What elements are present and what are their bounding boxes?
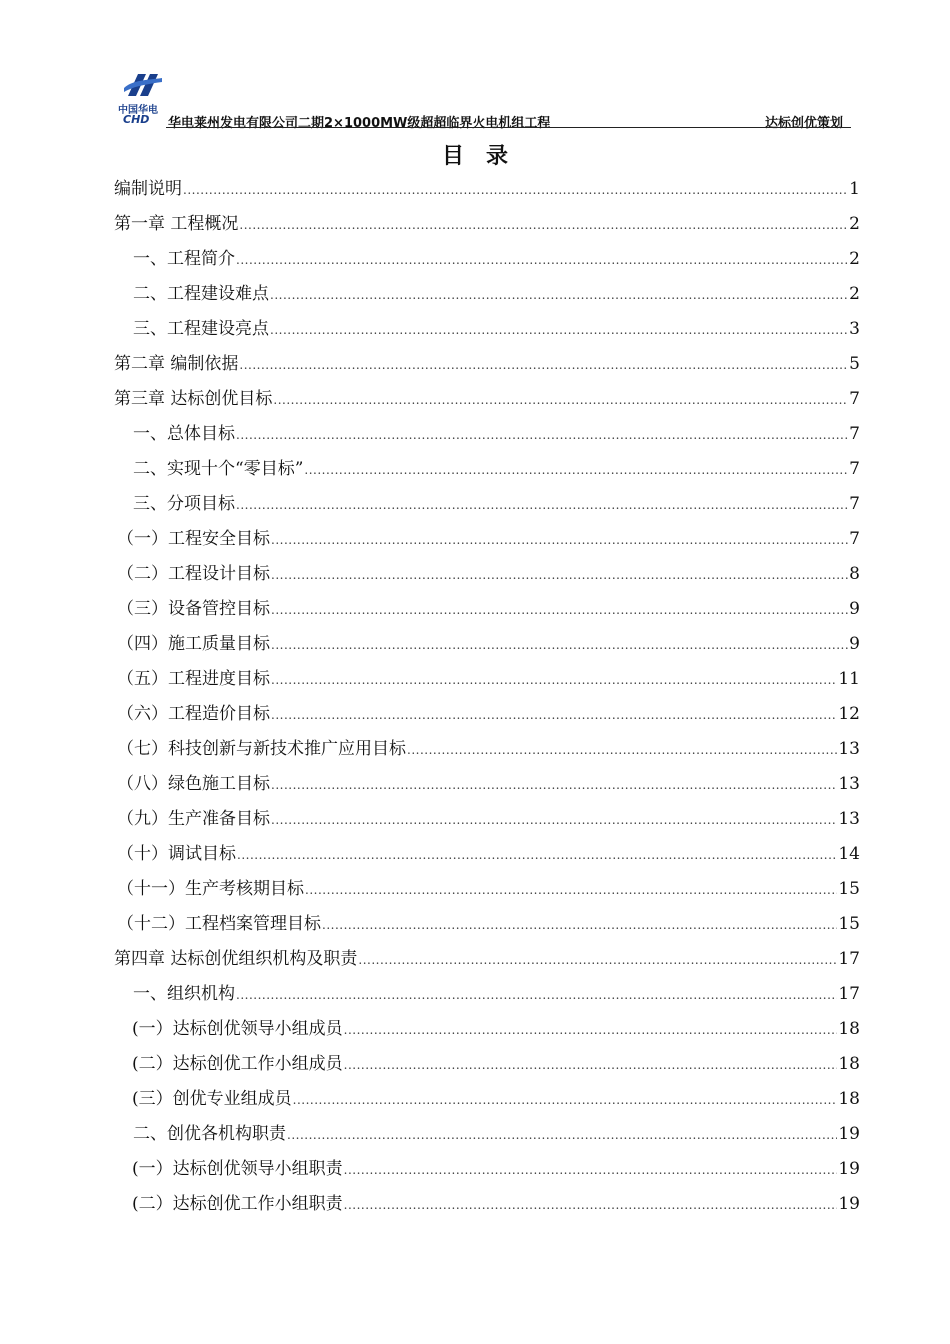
toc-entry-page-number: 18 [838, 1019, 860, 1039]
toc-entry-title: (二）达标创优工作小组职责 [132, 1194, 343, 1214]
toc-dot-leader [236, 243, 848, 278]
toc-entry-page-number: 9 [849, 599, 860, 619]
toc-dot-leader [271, 558, 848, 593]
toc-dot-leader [271, 698, 837, 733]
toc-entry-page-number: 2 [849, 214, 860, 234]
toc-entry-page-number: 11 [838, 669, 860, 689]
toc-entry-page-number: 9 [849, 634, 860, 654]
toc-entry-page-number: 7 [849, 494, 860, 514]
toc-entry-title: （十一）生产考核期目标 [117, 879, 304, 899]
toc-dot-leader [271, 523, 848, 558]
toc-entry-page-number: 13 [838, 739, 860, 759]
toc-entry-page-number: 19 [838, 1124, 860, 1144]
table-of-contents [114, 172, 860, 1222]
toc-dot-leader [358, 943, 837, 978]
toc-dot-leader [270, 278, 848, 313]
toc-entry-title: 一、组织机构 [133, 984, 235, 1004]
header-document-type: 达标创优策划 [764, 116, 843, 131]
toc-dot-leader [271, 628, 848, 663]
toc-entry-title: 二、工程建设难点 [133, 284, 269, 304]
toc-entry-page-number: 7 [849, 424, 860, 444]
toc-entry-title: （七）科技创新与新技术推广应用目标 [117, 739, 406, 759]
toc-entry-title: （三）设备管控目标 [117, 599, 270, 619]
toc-title: 目录 [441, 144, 530, 169]
toc-entry[interactable] [114, 732, 860, 767]
toc-entry-page-number: 19 [838, 1159, 860, 1179]
toc-entry-page-number: 17 [838, 949, 860, 969]
toc-entry-title: (三）创优专业组成员 [132, 1089, 292, 1109]
toc-entry[interactable] [114, 802, 860, 837]
toc-dot-leader [236, 978, 837, 1013]
header-divider [166, 127, 851, 128]
toc-entry-title: （一）工程安全目标 [117, 529, 270, 549]
toc-entry-page-number: 17 [838, 984, 860, 1004]
chd-logo-mark-icon [122, 70, 164, 100]
chd-logo [118, 70, 168, 128]
toc-entry[interactable] [114, 767, 860, 802]
toc-dot-leader [344, 1188, 838, 1223]
toc-entry-title: （十）调试目标 [117, 844, 236, 864]
toc-dot-leader [237, 838, 837, 873]
toc-entry[interactable] [114, 487, 860, 522]
toc-entry[interactable] [114, 522, 860, 557]
toc-entry[interactable] [114, 907, 860, 942]
toc-entry-page-number: 8 [849, 564, 860, 584]
toc-dot-leader [271, 663, 837, 698]
toc-entry[interactable] [114, 697, 860, 732]
header-project-title: 华电莱州发电有限公司二期2×1000MW级超超临界火电机组工程 [168, 116, 551, 131]
toc-entry-page-number: 13 [838, 774, 860, 794]
toc-entry-page-number: 19 [838, 1194, 860, 1214]
toc-entry[interactable] [114, 277, 860, 312]
logo-chinese-text: 中国华电 [118, 105, 158, 116]
toc-entry-title: 二、创优各机构职责 [133, 1124, 286, 1144]
toc-entry-title: （四）施工质量目标 [117, 634, 270, 654]
toc-entry-title: 第一章 工程概况 [114, 214, 239, 234]
toc-entry[interactable] [114, 1012, 860, 1047]
logo-english-text: CHD [123, 113, 150, 126]
toc-dot-leader [271, 768, 837, 803]
toc-dot-leader [273, 383, 848, 418]
toc-entry-title: (一）达标创优领导小组成员 [132, 1019, 343, 1039]
toc-dot-leader [239, 208, 848, 243]
toc-entry-title: 二、实现十个“零目标” [133, 459, 304, 479]
toc-entry[interactable] [114, 347, 860, 382]
toc-entry[interactable] [114, 1152, 860, 1187]
toc-dot-leader [183, 173, 848, 208]
toc-entry[interactable] [114, 627, 860, 662]
toc-entry-page-number: 7 [849, 389, 860, 409]
toc-entry[interactable] [114, 837, 860, 872]
toc-dot-leader [304, 453, 848, 488]
toc-entry-page-number: 12 [838, 704, 860, 724]
toc-entry-title: 第二章 编制依据 [114, 354, 239, 374]
toc-dot-leader [305, 873, 837, 908]
toc-entry[interactable] [114, 242, 860, 277]
toc-entry-title: （六）工程造价目标 [117, 704, 270, 724]
toc-entry-title: 编制说明 [114, 179, 182, 199]
toc-entry[interactable] [114, 557, 860, 592]
toc-entry-title: 一、工程简介 [133, 249, 235, 269]
toc-dot-leader [344, 1013, 838, 1048]
toc-entry-title: (二）达标创优工作小组成员 [132, 1054, 343, 1074]
toc-dot-leader [236, 488, 848, 523]
toc-entry-page-number: 5 [849, 354, 860, 374]
toc-entry-page-number: 7 [849, 459, 860, 479]
toc-dot-leader [344, 1048, 838, 1083]
toc-entry[interactable] [114, 662, 860, 697]
toc-entry-title: （八）绿色施工目标 [117, 774, 270, 794]
toc-entry-title: 三、分项目标 [133, 494, 235, 514]
page-header [118, 70, 851, 130]
toc-dot-leader [407, 733, 837, 768]
toc-entry-title: 第四章 达标创优组织机构及职责 [114, 949, 358, 969]
toc-entry[interactable] [114, 942, 860, 977]
toc-dot-leader [236, 418, 848, 453]
toc-entry-page-number: 2 [849, 249, 860, 269]
toc-dot-leader [271, 803, 837, 838]
toc-entry[interactable] [114, 207, 860, 242]
toc-dot-leader [239, 348, 848, 383]
toc-entry-title: 一、总体目标 [133, 424, 235, 444]
toc-dot-leader [293, 1083, 838, 1118]
toc-entry[interactable] [114, 417, 860, 452]
toc-entry-page-number: 15 [838, 914, 860, 934]
toc-dot-leader [344, 1153, 838, 1188]
toc-entry[interactable] [114, 1117, 860, 1152]
toc-entry-title: （二）工程设计目标 [117, 564, 270, 584]
toc-entry[interactable] [114, 382, 860, 417]
toc-entry-page-number: 13 [838, 809, 860, 829]
toc-entry[interactable] [114, 872, 860, 907]
toc-entry[interactable] [114, 1082, 860, 1117]
toc-entry-page-number: 18 [838, 1089, 860, 1109]
toc-entry[interactable] [114, 592, 860, 627]
toc-dot-leader [287, 1118, 837, 1153]
toc-entry[interactable] [114, 977, 860, 1012]
toc-entry[interactable] [114, 1187, 860, 1222]
toc-dot-leader [271, 593, 848, 628]
toc-entry-page-number: 2 [849, 284, 860, 304]
toc-entry-page-number: 14 [838, 844, 860, 864]
toc-entry[interactable] [114, 172, 860, 207]
toc-entry-title: （五）工程进度目标 [117, 669, 270, 689]
toc-entry-page-number: 3 [849, 319, 860, 339]
toc-entry-page-number: 7 [849, 529, 860, 549]
toc-entry-title: （九）生产准备目标 [117, 809, 270, 829]
toc-entry-page-number: 15 [838, 879, 860, 899]
toc-entry[interactable] [114, 312, 860, 347]
toc-entry-title: (一）达标创优领导小组职责 [132, 1159, 343, 1179]
toc-entry[interactable] [114, 452, 860, 487]
toc-dot-leader [322, 908, 837, 943]
toc-entry[interactable] [114, 1047, 860, 1082]
toc-entry-page-number: 18 [838, 1054, 860, 1074]
toc-entry-title: 三、工程建设亮点 [133, 319, 269, 339]
toc-entry-title: 第三章 达标创优目标 [114, 389, 273, 409]
toc-dot-leader [270, 313, 848, 348]
toc-entry-page-number: 1 [849, 179, 860, 199]
toc-entry-title: （十二）工程档案管理目标 [117, 914, 321, 934]
